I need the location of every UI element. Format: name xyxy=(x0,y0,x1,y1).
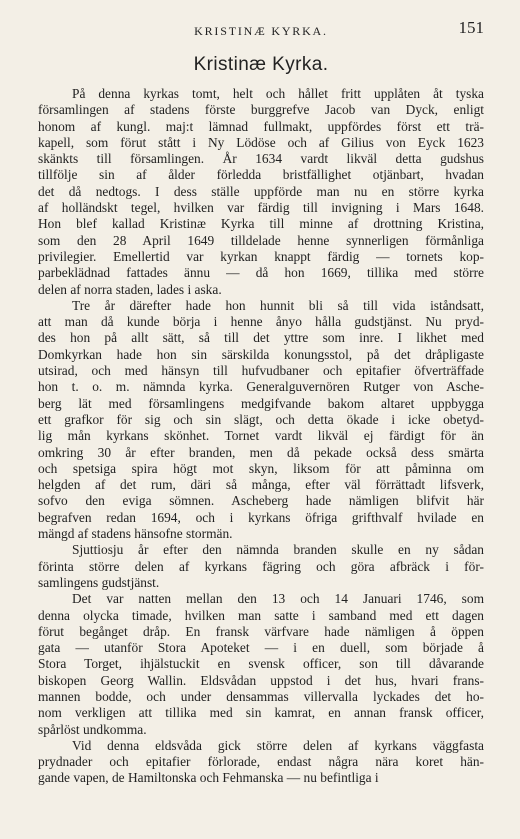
paragraph xyxy=(38,86,484,298)
chapter-title: Kristinæ Kyrka. xyxy=(193,54,329,75)
paragraph xyxy=(38,542,484,591)
text-line: förinta större delen af kyrkans fägring och göra afbräck i för- xyxy=(38,558,484,574)
text-line: delen af norra staden, lades i aska. xyxy=(38,281,222,297)
text-line: På denna kyrkas tomt, helt och hållet fritt upplåten åt tyska xyxy=(72,86,484,101)
text-line: omkring 30 år efter branden, men då pekade också dess smärta xyxy=(38,444,484,460)
text-line: honom af kungl. maj:t lämnad fullmakt, uppfördes först ett trä- xyxy=(38,118,484,134)
text-line: nom verkligen att tillika med sin kamrat, en annan fransk officer, xyxy=(38,705,484,721)
text-line: som den 28 April 1649 tilldelade henne synnerligen förmånliga xyxy=(38,232,484,248)
text-line: gande vapen, de Hamiltonska och Fehmanska — nu befintliga i xyxy=(38,770,379,786)
text-line: Stora Torget, ihjälstuckit en svensk officer, son till dåvarande xyxy=(38,656,484,672)
text-line: skänkts till församlingen. År 1634 vardt likväl detta gudshus xyxy=(38,151,484,167)
text-line: Domkyrkan hade hon sin särskilda konungsstol, på det dråpligaste xyxy=(38,346,484,362)
text-line: ett grafkor för sig och sin slägt, och detta ökade i icke obetyd- xyxy=(38,411,484,427)
paragraph xyxy=(38,738,484,787)
text-line: helgden af det rum, däri så många, efter väl förrättadt lifsverk, xyxy=(38,477,484,493)
text-line: sofvo den eviga sömnen. Ascheberg hade nämligen blifvit här xyxy=(38,493,484,509)
text-line: mannen bodde, och under densammas villervalla lyckades det ho- xyxy=(38,688,484,704)
text-line: privilegier. Emellertid var kyrkan knappt färdig — tornets kop- xyxy=(38,248,484,264)
text-line: Vid denna eldsvåda gick större delen af kyrkans väggfasta xyxy=(72,737,484,753)
text-line: prydnader och epitafier förlorade, endast några nära koret hän- xyxy=(38,754,484,770)
text-line: spårlöst undkomma. xyxy=(38,721,147,737)
text-line: begrafven redan 1694, och i kyrkans öfriga grifthvalf hvilade en xyxy=(38,509,484,525)
text-line: des hon på allt sätt, så till det yttre som inre. I likhet med xyxy=(38,330,484,346)
text-line: förut begånget dråp. En fransk värfvare hade nämligen å öppen xyxy=(38,623,484,639)
text-line: tillfölje sin af ålder förledda bristfällighet otjänbart, hvadan xyxy=(38,167,484,183)
running-title: KRISTINÆ KYRKA. xyxy=(194,24,328,38)
text-line: gata — utanför Stora Apoteket — i en duell, som började å xyxy=(38,640,484,656)
text-line: berg lät med församlingens medgifvande bakom altaret uppbygga xyxy=(38,395,484,411)
text-line: Sjuttiosju år efter den nämnda branden skulle en ny sådan xyxy=(72,542,484,558)
text-line: utsirad, och med hänsyn till hufvudbaner och epitafier öfverträffade xyxy=(38,363,484,379)
text-line: att man då kunde börja i henne ånyo hålla gudstjänst. Nu pryd- xyxy=(38,314,484,330)
text-line: Tre år därefter hade hon hunnit bli så till vida iståndsatt, xyxy=(72,297,484,313)
page-number: 151 xyxy=(458,18,484,37)
text-line: af holländskt tegel, hvilken var färdig till invigning i Mars 1648. xyxy=(38,200,484,216)
text-line: samlingens gudstjänst. xyxy=(38,574,160,590)
text-line: parbeklädnad fattades ännu — då hon 1669, tillika med större xyxy=(38,265,484,281)
text-line: biskopen Georg Wallin. Eldsvådan uppstod i det hus, hvari frans- xyxy=(38,672,484,688)
text-line: hon t. o. m. nämnda kyrka. Generalguvernören Rutger von Asche- xyxy=(38,379,484,395)
text-line: församlingen af stadens förste burggrefve Jacob van Dyck, enligt xyxy=(38,102,484,118)
running-head xyxy=(38,18,484,44)
text-line: och spetsiga spira högt mot skyn, liksom för att påminna om xyxy=(38,460,484,476)
text-line: mängd af stadens hänsofne stormän. xyxy=(38,526,233,542)
text-line: Hon blef kallad Kristinæ Kyrka till minne af drottning Kristina, xyxy=(38,216,484,232)
text-line: det då nedtogs. I dess ställe uppförde man nu en större kyrka xyxy=(38,183,484,199)
body-text xyxy=(38,86,484,787)
text-line: Det var natten mellan den 13 och 14 Januari 1746, som xyxy=(72,591,484,607)
paragraph xyxy=(38,298,484,542)
text-line: denna olycka timade, hvilken man satte i samband med ett dagen xyxy=(38,607,484,623)
text-line: kapell, som förut stått i Ny Lödöse och af Gilius von Eyck 1623 xyxy=(38,134,484,150)
text-line: lig mån kyrkans skönhet. Tornet vardt likväl ej färdigt för än xyxy=(38,428,484,444)
paragraph xyxy=(38,591,484,738)
